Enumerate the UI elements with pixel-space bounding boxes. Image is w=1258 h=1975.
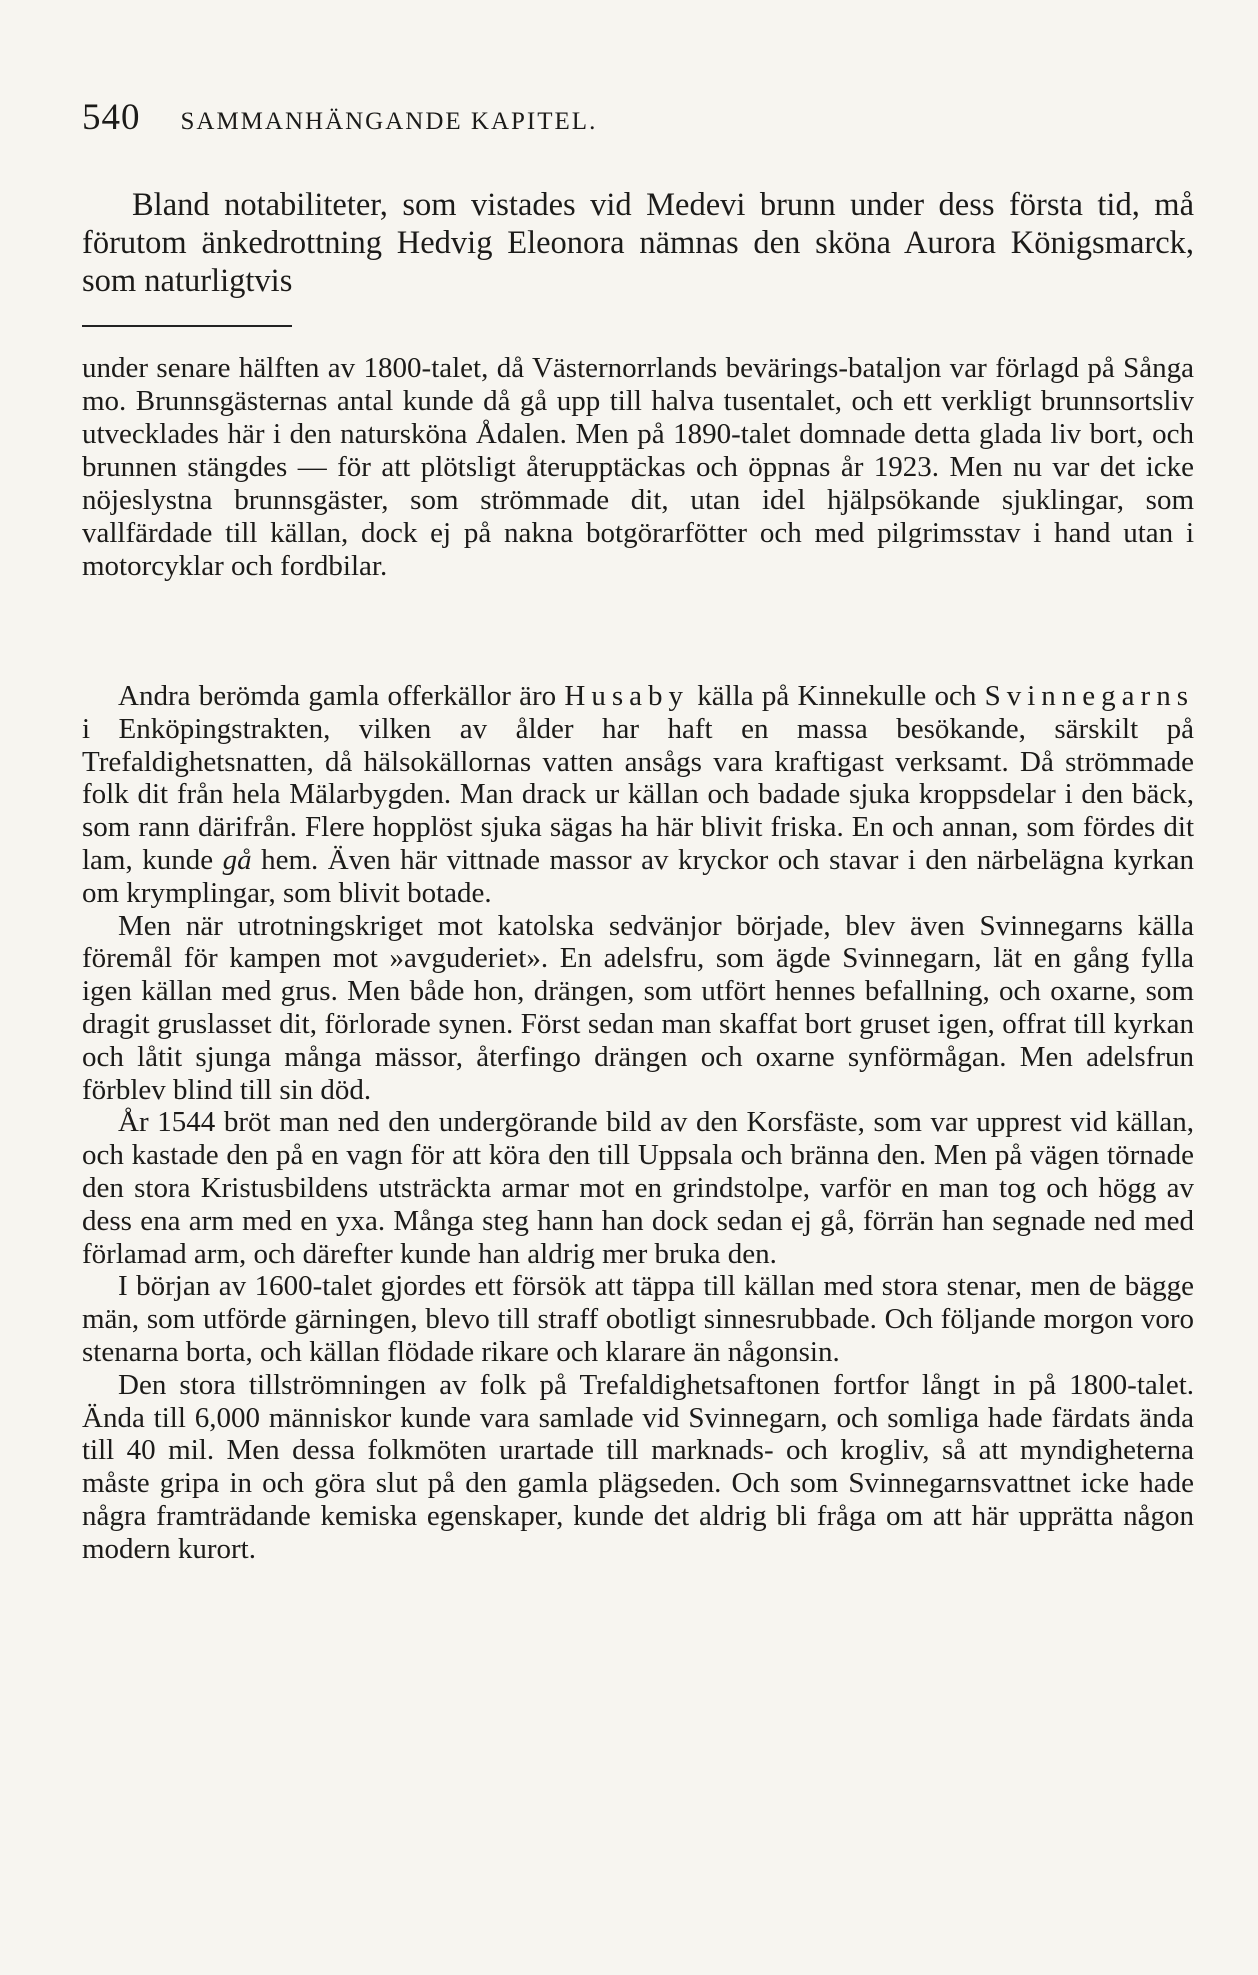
paragraph-1600: I början av 1600-talet gjordes ett försök att täppa till källan med stora stenar, men de bägge män, som utförde gärningen, blevo till straff obotligt sinnesrubbade. Och följande morgon voro stenarna borta, och källan flödade rikare och klarare än någonsin. — [82, 1270, 1194, 1368]
husaby-name: Husaby — [564, 680, 690, 712]
paragraph-trefaldighet: Den stora tillströmningen av folk på Trefaldighetsaftonen fortfor långt in på 1800-talet. Ända till 6,000 människor kunde vara samlade vid Svinnegarn, och somliga hade färdats ända till 40 mil. Men dessa folkmöten urartade till marknads- och krogliv, så att myndigheterna måste gripa in och göra slut på den gamla plägseden. Och som Svinnegarnsvattnet icke hade några framträdande kemiska egenskaper, kunde det aldrig bli fråga om att här upprätta någon modern kurort. — [82, 1368, 1194, 1565]
page-number: 540 — [82, 97, 141, 138]
footnote-paragraph: under senare hälften av 1800-talet, då Västernorrlands bevärings-bataljon var förlagd på Sånga mo. Brunnsgästernas antal kunde då gå upp till halva tusentalet, och ett verkligt brunnsortsliv utvecklades här i den natursköna Ådalen. Men på 1890-talet domnade detta glada liv bort, och brunnen stängdes — för att plötsligt återupptäckas och öppnas år 1923. Men nu var det icke nöjeslystna brunnsgäster, som strömmade dit, utan idel hjälpsökande sjuklingar, som vallfärdade till källan, dock ej på nakna botgörarfötter och med pilgrimsstav i hand utan i motorcyklar och fordbilar. — [82, 352, 1194, 582]
main-text — [82, 680, 1194, 1566]
husaby-mid2: i Enköpingstrakten, vilken av ålder har haft en massa besökande, särskilt på Trefaldighetsnatten, då hälsokällornas vatten ansågs vara kraftigast verksamt. Då strömmade folk dit från hela Mälarbygden. Man drack ur källan och badade sjuka kroppsdelar i den bäck, som rann därifrån. Flere hopplöst sjuka sägas ha här blivit friska. En och annan, som fördes dit lam, kunde — [82, 712, 1194, 876]
intro-text — [82, 186, 1194, 300]
svinnegarns-name: Svinnegarns — [984, 680, 1194, 712]
footnote-text — [82, 352, 1194, 583]
running-title: SAMMANHÄNGANDE KAPITEL. — [180, 108, 598, 135]
husaby-before: Andra berömda gamla offerkällor äro — [118, 680, 565, 712]
intro-paragraph: Bland notabiliteter, som vistades vid Medevi brunn under dess första tid, må förutom änkedrottning Hedvig Eleonora nämnas den sköna Aurora Königsmarck, som naturligtvis — [82, 187, 1194, 299]
footnote-rule — [82, 325, 292, 327]
paragraph-1544: År 1544 bröt man ned den undergörande bild av den Korsfäste, som var upprest vid källan, och kastade den på en vagn för att köra den till Uppsala och bränna den. Men på vägen törnade den stora Kristusbildens utsträckta armar mot en grindstolpe, varför en man tog och högg av dess ena arm med en yxa. Många steg hann han dock sedan ej gå, förrän han segnade ned med förlamad arm, och därefter kunde han aldrig mer bruka den. — [82, 1106, 1194, 1270]
paragraph-avguderiet: Men när utrotningskriget mot katolska sedvänjor började, blev även Svinnegarns källa föremål för kampen mot »avguderiet». En adelsfru, som ägde Svinnegarn, lät en gång fylla igen källan med grus. Men både hon, drängen, som utfört hennes befallning, och oxarne, som dragit gruslasset dit, förlorade synen. Först sedan man skaffat bort gruset igen, offrat till kyrkan och låtit sjunga många mässor, återfingo drängen och oxarne synförmågan. Men adelsfrun förblev blind till sin död. — [82, 909, 1194, 1106]
page-header — [82, 96, 1182, 139]
husaby-mid1: källa på Kinnekulle och — [689, 680, 985, 712]
husaby-after: hem. Även här vittnade massor av kryckor och stavar i den närbelägna kyrkan om krymplingar, som blivit botade. — [82, 843, 1194, 909]
italic-ga: gå — [222, 843, 252, 876]
paragraph-husaby — [82, 680, 1194, 910]
